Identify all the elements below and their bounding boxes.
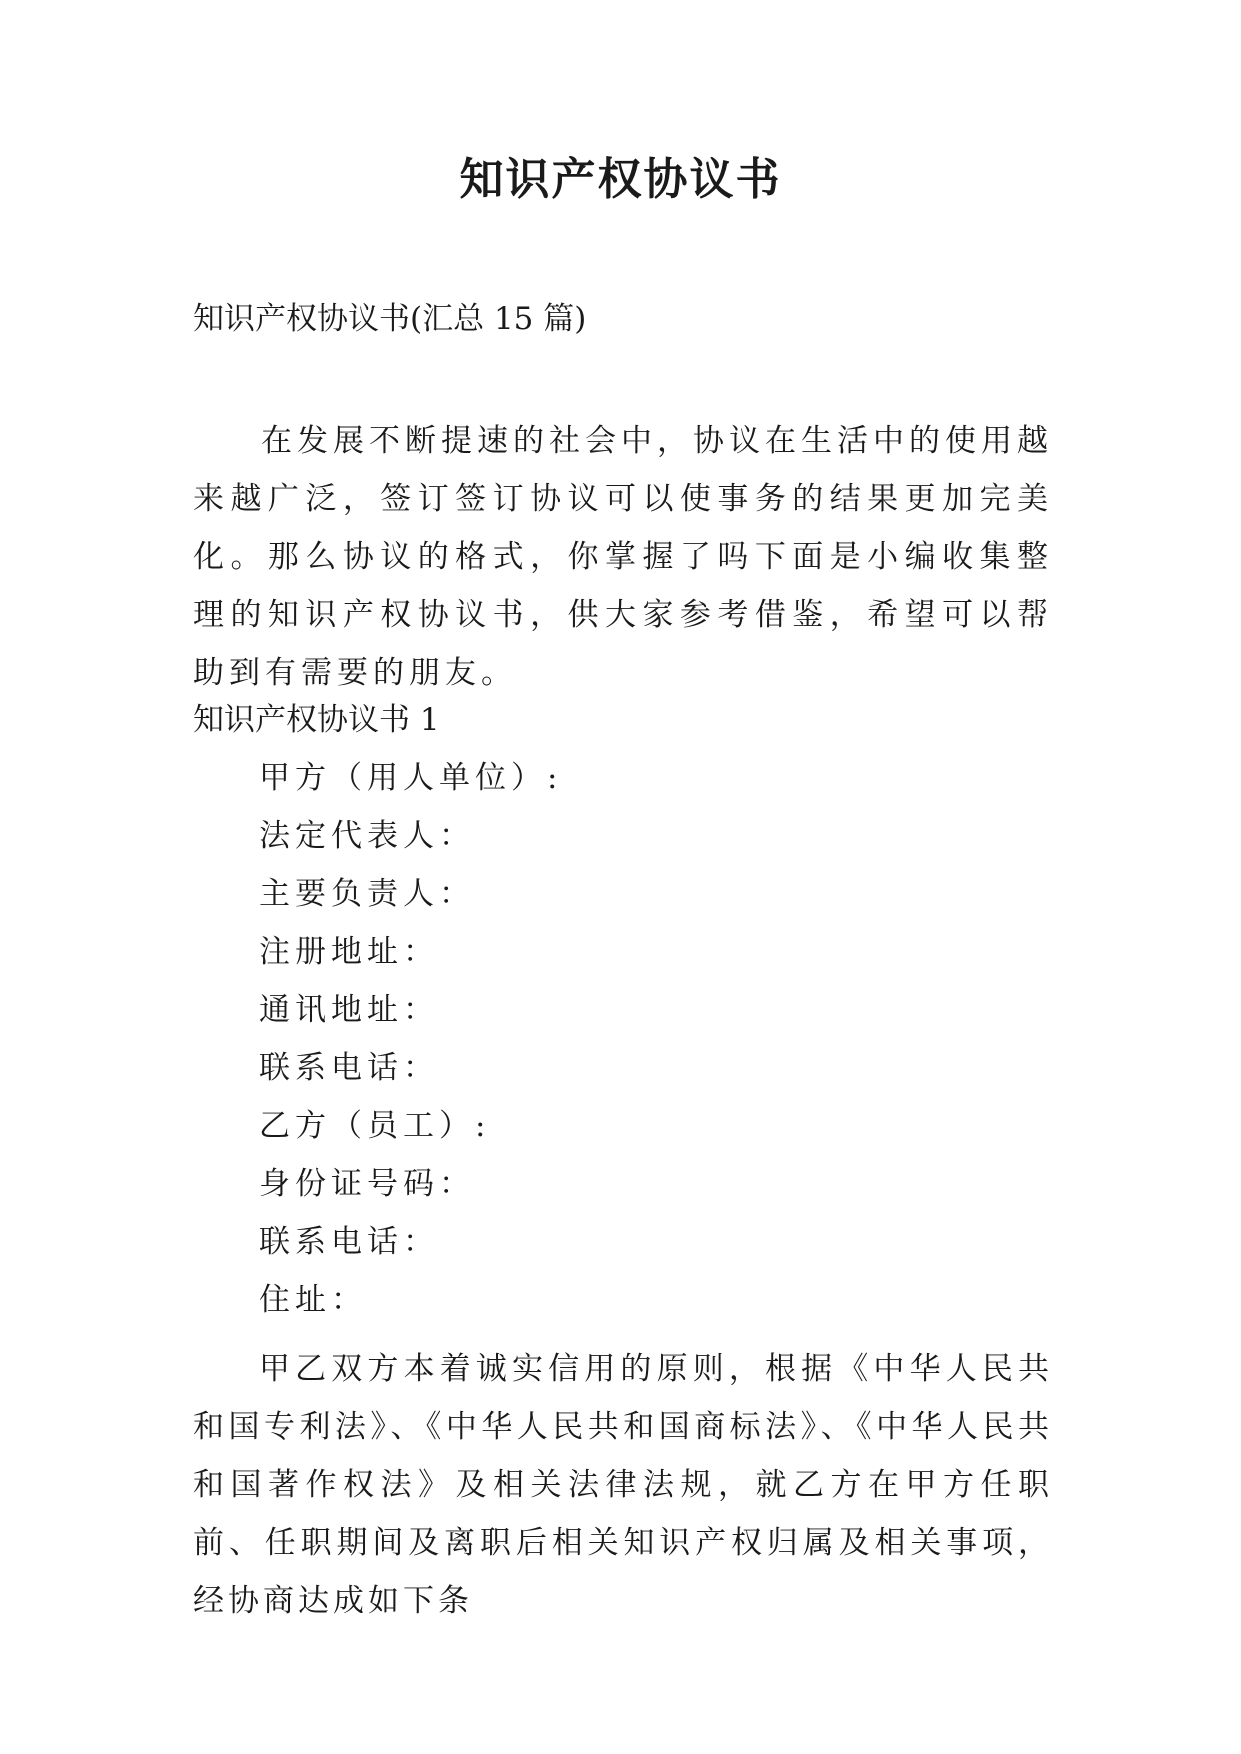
field-phone-b: 联系电话：: [259, 1224, 439, 1260]
field-phone-a: 联系电话：: [259, 1050, 439, 1086]
field-mailing-address: 通讯地址：: [259, 992, 439, 1028]
section-heading: 知识产权协议书 1: [193, 702, 440, 738]
clause-paragraph: 甲乙双方本着诚实信用的原则，根据《中华人民共和国专利法》、《中华人民共和国商标法》、《中华人民共和国著作权法》及相关法律法规，就乙方在甲方任职前、任职期间及离职后相关知识产权归属及相关事项，经协商达成如下条: [193, 1351, 1053, 1619]
field-principal: 主要负责人：: [259, 876, 475, 912]
field-id-number: 身份证号码：: [259, 1166, 475, 1202]
intro-paragraph: 在发展不断提速的社会中，协议在生活中的使用越来越广泛，签订签订协议可以使事务的结果更加完美化。那么协议的格式，你掌握了吗下面是小编收集整理的知识产权协议书，供大家参考借鉴，希望可以帮助到有需要的朋友。: [193, 423, 1053, 691]
field-registered-address: 注册地址：: [259, 934, 439, 970]
field-legal-representative: 法定代表人：: [259, 818, 475, 854]
document-title: 知识产权协议书: [459, 154, 782, 205]
field-party-a: 甲方（用人单位）:: [259, 760, 563, 796]
field-party-b: 乙方（员工）:: [259, 1108, 491, 1144]
document-subtitle: 知识产权协议书(汇总 15 篇): [193, 301, 587, 337]
field-address: 住址：: [259, 1282, 367, 1318]
